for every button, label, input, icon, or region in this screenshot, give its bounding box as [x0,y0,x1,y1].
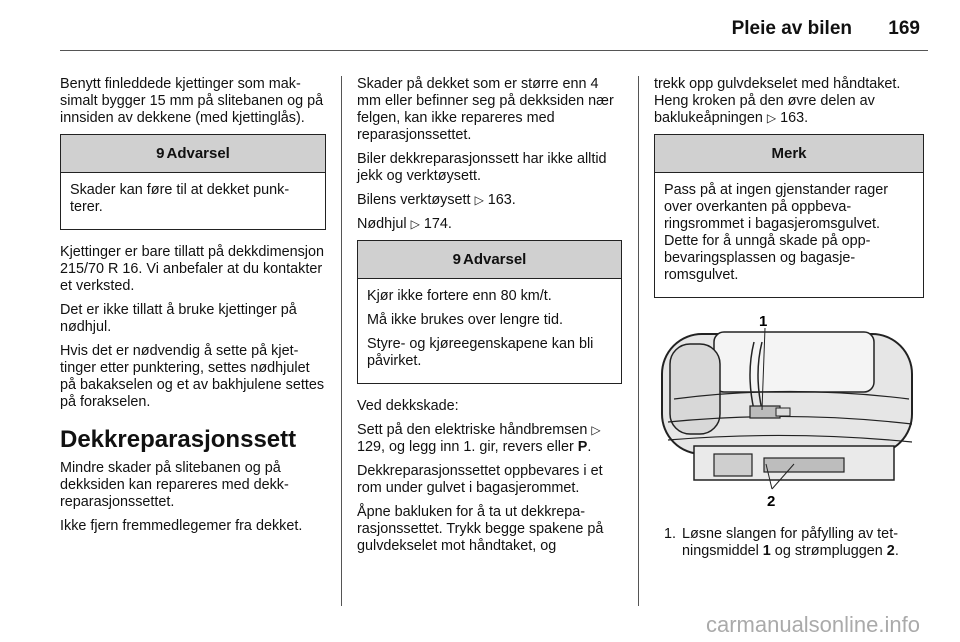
compressor-drawing [654,314,924,514]
column-3 [654,76,924,560]
triangle-right-icon: ▷ [591,423,601,437]
paragraph: Ikke fjern fremmedlegemer fra dekket. [60,518,303,534]
page-reference[interactable]: 129, og legg inn 1. gir, revers eller [357,439,578,455]
caption-number: 1. [663,526,676,542]
note-text: Pass på at ingen gjenstander rager over overkanten på oppbevaringsrommet i bagasjeromsgulvet. Dette for å unngå skade på oppbevaringsplassen og bagasjeromsgulvet. [664,182,889,283]
paragraph: Benytt finleddede kjettinger som maksimalt bygger 15 mm på slitebanen og på innsiden av dekkene (med kjettinglås). [60,76,324,126]
caption-text: Løsne slangen for påfylling av tetningsmiddel 1 og strømpluggen 2. [682,526,899,559]
warning-text: Styre- og kjøreegenskapene kan bli påvirket. [367,336,594,369]
warning-triangle-icon: 9 [452,251,461,268]
note-box [654,134,924,298]
tire-repair-kit-illustration [654,314,924,514]
column-1 [60,76,326,542]
page-title: Pleie av bilen [731,18,852,39]
figure-label-1: 1 [759,314,768,330]
figure-label-2: 2 [767,493,776,510]
paragraph: Dekkreparasjonssettet oppbevares i et rom under gulvet i bagasjerommet. [357,463,603,496]
page-number: 169 [888,18,920,39]
page-reference[interactable]: 174. [423,216,452,232]
paragraph: Kjettinger er bare tillatt på dekkdimensjon 215/70 R 16. Vi anbefaler at du kontakter et verksted. [60,244,324,294]
paragraph: Biler dekkreparasjonssett har ikke alltid jekk og verktøysett. [357,151,607,184]
column-divider [638,76,639,606]
page-reference[interactable]: 163. [780,110,809,126]
warning-triangle-icon: 9 [156,145,165,162]
paragraph: Mindre skader på slitebanen og på dekksiden kan repareres med dekkreparasjonssettet. [60,460,289,510]
column-2 [357,76,622,562]
warning-box [357,240,622,384]
warning-header [358,241,621,279]
warning-header [61,135,325,173]
triangle-right-icon: ▷ [766,111,777,125]
paragraph: trekk opp gulvdekselet med håndtaket. Heng kroken på den øvre delen av baklukeåpningen ▷ 163. [654,76,901,126]
triangle-right-icon: ▷ [410,217,420,231]
paragraph: Hvis det er nødvendig å sette på kjettinger etter punktering, settes nødhjulet på bakakselen og et av bakhjulene settes på forakselen. [60,343,325,410]
column-divider [341,76,342,606]
page-reference[interactable]: 163. [487,192,516,208]
warning-title: Advarsel [166,145,230,162]
paragraph: Skader på dekket som er større enn 4 mm eller befinner seg på dekksiden nær felgen, kan ikke repareres med reparasjonssettet. [357,76,614,143]
warning-box [60,134,326,230]
section-heading: Dekkreparasjonssett [60,426,297,453]
paragraph: Det er ikke tillatt å bruke kjettinger på nødhjul. [60,302,297,335]
paragraph: Åpne bakluken for å ta ut dekkreparasjonssettet. Trykk begge spakene på gulvdekselet mot håndtaket, og [357,504,604,554]
page-header [0,0,960,50]
figure-caption [654,526,924,560]
paragraph: Bilens verktøysett ▷ 163. [357,192,516,208]
note-header: Merk [655,135,923,173]
header-rule [60,50,928,51]
paragraph: Nødhjul ▷ 174. [357,216,452,232]
warning-title: Advarsel [462,251,527,268]
triangle-right-icon: ▷ [474,193,484,207]
paragraph: Sett på den elektriske håndbremsen ▷ 129, og legg inn 1. gir, revers eller P. [357,422,601,455]
warning-text: Må ikke brukes over lengre tid. [367,312,563,328]
paragraph: Ved dekkskade: [357,398,459,414]
warning-text: Skader kan føre til at dekket punkterer. [70,182,290,215]
warning-text: Kjør ikke fortere enn 80 km/t. [367,288,552,304]
footer-watermark: carmanualsonline.info [705,612,920,637]
